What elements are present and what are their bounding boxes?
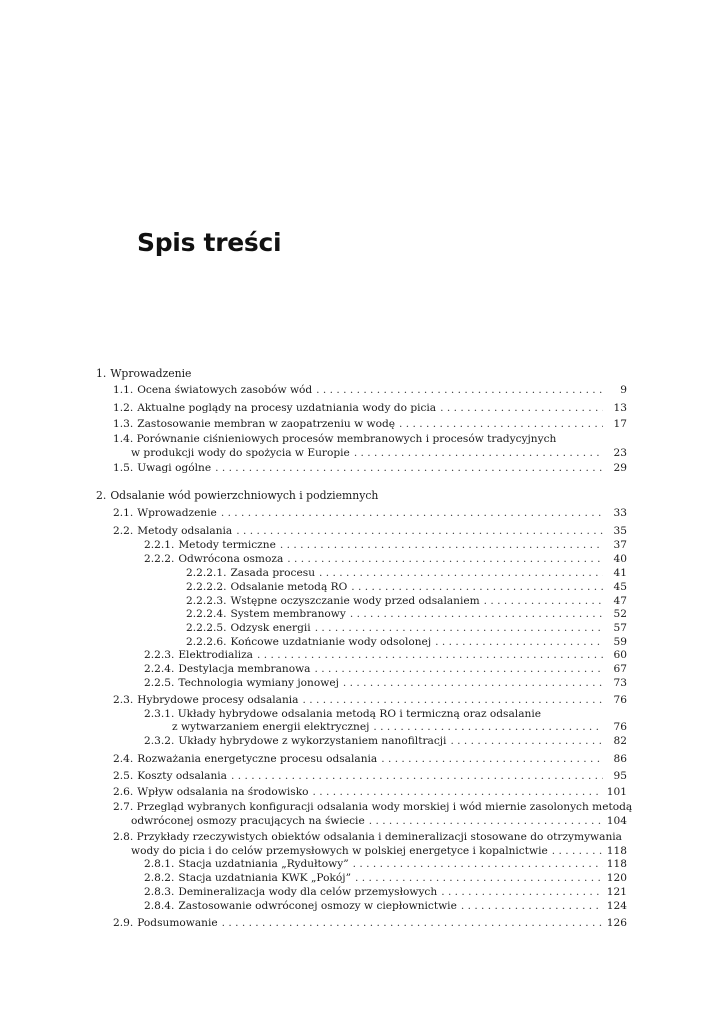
entry-title: Wprowadzenie (137, 507, 217, 519)
entry-number: 2.2.5. (144, 677, 175, 689)
entry-title: Metody termiczne (178, 539, 276, 551)
entry-title-continued: w produkcji wody do spożycia w Europie (131, 447, 350, 459)
toc-chapter-1[interactable] (96, 367, 636, 380)
toc-entry-continuation[interactable] (131, 845, 627, 858)
toc-entry[interactable] (113, 786, 627, 799)
leader-dots (369, 815, 603, 828)
entry-number: 2.2.1. (144, 539, 175, 551)
leader-dots (461, 900, 603, 913)
toc-entry[interactable] (186, 622, 627, 635)
toc-entry[interactable] (113, 418, 627, 431)
entry-title-continued: odwróconej osmozy pracujących na świecie (131, 815, 365, 827)
toc-entry[interactable] (113, 525, 627, 538)
toc-entry[interactable] (113, 753, 627, 766)
toc-entry-first-line[interactable] (113, 433, 556, 446)
entry-number: 2.8.1. (144, 858, 175, 870)
entry-title: Odsalanie metodą RO (230, 581, 348, 593)
entry-title: Układy hybrydowe z wykorzystaniem nanofiltracji (178, 735, 447, 747)
entry-title: Koszty odsalania (137, 770, 227, 782)
entry-number: 1.2. (113, 402, 134, 414)
entry-number: 2.2.3. (144, 649, 175, 661)
entry-title: Wstępne oczyszczanie wody przed odsalaniem (230, 595, 480, 607)
entry-page: 23 (613, 447, 627, 459)
entry-page: 126 (606, 917, 627, 929)
entry-number: 2.2.2.3. (186, 595, 227, 607)
entry-number: 1.4. (113, 433, 134, 445)
entry-page: 95 (613, 770, 627, 782)
toc-entry[interactable] (113, 507, 627, 520)
entry-number: 2.1. (113, 507, 134, 519)
entry-title: Destylacja membranowa (178, 663, 311, 675)
leader-dots (316, 384, 603, 397)
entry-page: 59 (613, 636, 627, 648)
entry-page: 57 (613, 622, 627, 634)
entry-page: 37 (613, 539, 627, 551)
entry-page: 124 (606, 900, 627, 912)
entry-page: 33 (613, 507, 627, 519)
entry-title: Demineralizacja wody dla celów przemysłowych (178, 886, 438, 898)
leader-dots (440, 402, 603, 415)
entry-number: 2.7. (113, 801, 134, 813)
entry-number: 2.2.2.6. (186, 636, 227, 648)
leader-dots (351, 581, 603, 594)
toc-chapter-2[interactable] (96, 489, 636, 502)
entry-title: Zasada procesu (230, 567, 316, 579)
toc-entry[interactable] (186, 581, 627, 594)
entry-title: Metody odsalania (137, 525, 233, 537)
entry-page: 29 (613, 462, 627, 474)
entry-number: 2.9. (113, 917, 134, 929)
entry-page: 73 (613, 677, 627, 689)
entry-number: 2.4. (113, 753, 134, 765)
toc-entry[interactable] (113, 462, 627, 475)
entry-title: Elektrodializa (178, 649, 253, 661)
entry-number: 2.2.2. (144, 553, 175, 565)
entry-page: 9 (620, 384, 627, 396)
entry-title: Odzysk energii (230, 622, 311, 634)
toc-entry[interactable] (113, 402, 627, 415)
leader-dots (313, 786, 603, 799)
entry-title: Technologia wymiany jonowej (178, 677, 339, 689)
entry-title: Hybrydowe procesy odsalania (137, 694, 299, 706)
entry-number: 2.3. (113, 694, 134, 706)
entry-title: Stacja uzdatniania KWK „Pokój” (178, 872, 352, 884)
entry-number: 2.3.1. (144, 708, 175, 720)
leader-dots (215, 462, 603, 475)
toc-entry[interactable] (144, 872, 627, 885)
entry-title: Aktualne poglądy na procesy uzdatniania wody do picia (137, 402, 437, 414)
toc-entry-continuation[interactable] (131, 815, 627, 828)
page-title: Spis treści (137, 228, 282, 257)
entry-page: 67 (613, 663, 627, 675)
toc-entry[interactable] (144, 886, 627, 899)
toc-entry[interactable] (144, 735, 627, 748)
entry-number: 2.8. (113, 831, 134, 843)
entry-page: 76 (613, 721, 627, 733)
entry-number: 2.2.2.5. (186, 622, 227, 634)
entry-page: 118 (606, 858, 627, 870)
entry-title: Końcowe uzdatnianie wody odsolonej (230, 636, 432, 648)
toc-entry[interactable] (113, 770, 627, 783)
entry-number: 2.5. (113, 770, 134, 782)
leader-dots (381, 753, 603, 766)
toc-entry[interactable] (144, 900, 627, 913)
entry-title: Uwagi ogólne (137, 462, 212, 474)
entry-number: 2.6. (113, 786, 134, 798)
toc-entry[interactable] (186, 567, 627, 580)
leader-dots (353, 858, 603, 871)
leader-dots (236, 525, 603, 538)
leader-dots (484, 595, 603, 608)
chapter-number: 2. (96, 489, 107, 502)
toc-entry[interactable] (144, 553, 627, 566)
entry-number: 2.8.4. (144, 900, 175, 912)
toc-entry[interactable] (144, 677, 627, 690)
entry-page: 13 (613, 402, 627, 414)
entry-page: 52 (613, 608, 627, 620)
entry-page: 121 (606, 886, 627, 898)
entry-title-continued: wody do picia i do celów przemysłowych w polskiej energetyce i kopalnictwie (131, 845, 548, 857)
leader-dots (222, 917, 603, 930)
toc-entry[interactable] (144, 858, 627, 871)
entry-number: 1.1. (113, 384, 134, 396)
entry-page: 86 (613, 753, 627, 765)
entry-title: Podsumowanie (137, 917, 218, 929)
toc-entry-first-line[interactable] (144, 708, 541, 721)
entry-page: 41 (613, 567, 627, 579)
entry-page: 47 (613, 595, 627, 607)
entry-page: 82 (613, 735, 627, 747)
entry-title: Zastosowanie membran w zaopatrzeniu w wodę (137, 418, 396, 430)
entry-title: Porównanie ciśnieniowych procesów membranowych i procesów tradycyjnych (136, 433, 557, 445)
entry-page: 120 (606, 872, 627, 884)
entry-page: 118 (606, 845, 627, 857)
leader-dots (373, 721, 603, 734)
entry-title: Przegląd wybranych konfiguracji odsalania wody morskiej i wód miernie zasolonych metodą (136, 801, 633, 813)
entry-number: 2.3.2. (144, 735, 175, 747)
entry-number: 1.5. (113, 462, 134, 474)
leader-dots (441, 886, 603, 899)
leader-dots (354, 447, 603, 460)
entry-page: 40 (613, 553, 627, 565)
toc-entry[interactable] (144, 649, 627, 662)
toc-entry-first-line[interactable] (113, 831, 622, 844)
leader-dots (552, 845, 603, 858)
entry-title: Odwrócona osmoza (178, 553, 284, 565)
entry-title: Rozważania energetyczne procesu odsalania (137, 753, 378, 765)
leader-dots (319, 567, 603, 580)
entry-title: Układy hybrydowe odsalania metodą RO i termiczną oraz odsalanie (177, 708, 541, 720)
leader-dots (314, 663, 603, 676)
entry-page: 104 (606, 815, 627, 827)
entry-page: 17 (613, 418, 627, 430)
entry-number: 2.2.2.4. (186, 608, 227, 620)
entry-page: 45 (613, 581, 627, 593)
entry-title: Wpływ odsalania na środowisko (137, 786, 309, 798)
leader-dots (355, 872, 603, 885)
chapter-number: 1. (96, 367, 107, 380)
toc-entry-continuation[interactable] (172, 721, 627, 734)
entry-number: 2.2.2.1. (186, 567, 227, 579)
leader-dots (343, 677, 603, 690)
leader-dots (257, 649, 603, 662)
entry-page: 76 (613, 694, 627, 706)
chapter-title: Wprowadzenie (110, 367, 192, 380)
leader-dots (221, 507, 603, 520)
toc-entry[interactable] (113, 384, 627, 397)
toc-entry-first-line[interactable] (113, 801, 632, 814)
entry-number: 2.8.2. (144, 872, 175, 884)
entry-number: 2.2.4. (144, 663, 175, 675)
entry-page: 35 (613, 525, 627, 537)
toc-entry[interactable] (186, 595, 627, 608)
toc-entry-continuation[interactable] (131, 447, 627, 460)
toc-entry[interactable] (113, 694, 627, 707)
leader-dots (350, 608, 603, 621)
entry-page: 60 (613, 649, 627, 661)
leader-dots (280, 539, 603, 552)
entry-title: Ocena światowych zasobów wód (137, 384, 313, 396)
entry-number: 2.8.3. (144, 886, 175, 898)
toc-entry[interactable] (186, 608, 627, 621)
toc-entry[interactable] (144, 663, 627, 676)
chapter-title: Odsalanie wód powierzchniowych i podziemnych (110, 489, 379, 502)
leader-dots (399, 418, 603, 431)
entry-title-continued: z wytwarzaniem energii elektrycznej (172, 721, 370, 733)
leader-dots (303, 694, 604, 707)
entry-title: Przykłady rzeczywistych obiektów odsalania i demineralizacji stosowane do otrzymywania (136, 831, 622, 843)
entry-number: 2.2.2.2. (186, 581, 227, 593)
leader-dots (287, 553, 603, 566)
leader-dots (315, 622, 603, 635)
leader-dots (450, 735, 603, 748)
entry-number: 2.2. (113, 525, 134, 537)
toc-entry[interactable] (144, 539, 627, 552)
entry-title: Stacja uzdatniania „Rydułtowy” (178, 858, 349, 870)
entry-title: Zastosowanie odwróconej osmozy w ciepłownictwie (178, 900, 457, 912)
toc-entry[interactable] (113, 917, 627, 930)
toc-entry[interactable] (186, 636, 627, 649)
entry-number: 1.3. (113, 418, 134, 430)
leader-dots (231, 770, 603, 783)
entry-page: 101 (606, 786, 627, 798)
leader-dots (435, 636, 603, 649)
entry-title: System membranowy (230, 608, 346, 620)
